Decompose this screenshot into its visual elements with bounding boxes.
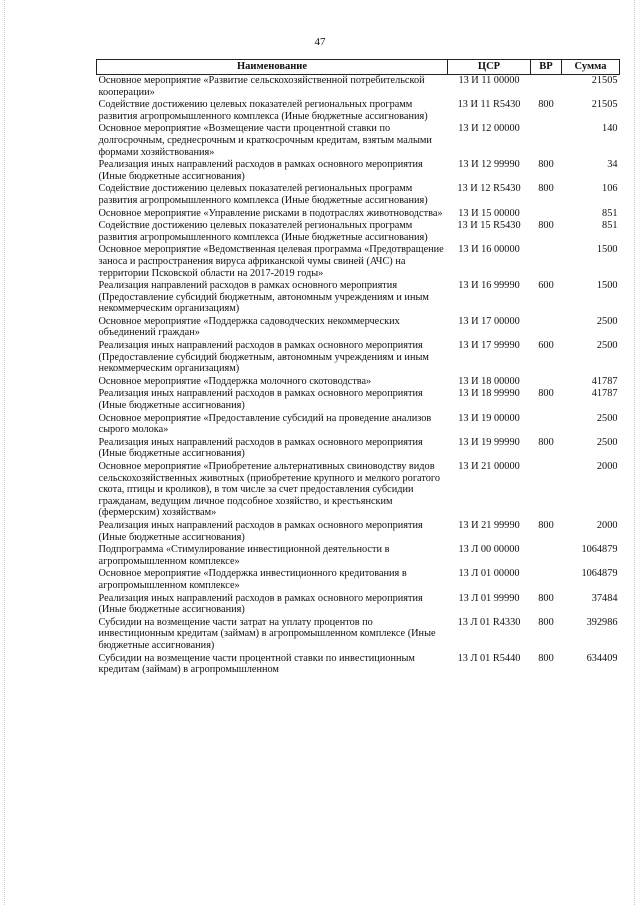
cell-name: Основное мероприятие «Управление рисками в подотраслях животноводства» [98, 207, 443, 219]
cell-name: Основное мероприятие «Предоставление субсидий на проведение анализов сырого молока» [98, 412, 432, 436]
cell-sum: 2000 [596, 519, 618, 531]
cell-name: Реализация иных направлений расходов в рамках основного мероприятия (Иные бюджетные ассигнования) [98, 159, 423, 182]
cell-sum: 2500 [596, 436, 618, 448]
cell-name: Реализация иных направлений расходов в рамках основного мероприятия (Иные бюджетные ассигнования) [98, 436, 423, 460]
cell-name: Основное мероприятие «Поддержка садоводческих некоммерческих объединений граждан» [98, 315, 400, 339]
cell-csr: 13 И 12 R5430 [457, 183, 521, 195]
cell-vr [531, 75, 562, 100]
cell-vr [531, 123, 562, 159]
table-row [97, 244, 620, 280]
cell-sum: 392986 [586, 616, 618, 628]
cell-name: Основное мероприятие «Приобретение альтернативных свиноводству видов сельскохозяйственных животных (приобретение крупного и мелкого рогатого скота, птицы и кроликов), в том числе за счет предоставления субсидии гражданам, ведущим личное подсобное хозяйство, и крестьянским (фермерским) хозяйствам» [98, 461, 440, 519]
cell-name: Основное мероприятие «Развитие сельскохозяйственной потребительской кооперации» [98, 75, 425, 98]
cell-sum: 41787 [591, 388, 618, 400]
table-row [97, 123, 620, 159]
cell-vr [531, 461, 562, 520]
table-row [97, 280, 620, 316]
cell-csr: 13 И 16 99990 [458, 280, 520, 292]
cell-csr: 13 И 12 00000 [458, 123, 520, 135]
cell-name: Содействие достижению целевых показателей региональных программ развития агропромышленного комплекса (Иные бюджетные ассигнования) [98, 220, 428, 243]
cell-sum: 106 [602, 183, 618, 195]
table-row [97, 413, 620, 437]
cell-sum: 1064879 [581, 544, 618, 556]
cell-name: Подпрограмма «Стимулирование инвестиционной деятельности в агропромышленном комплексе» [98, 544, 390, 567]
cell-csr: 13 И 11 00000 [458, 75, 520, 86]
cell-name: Реализация иных направлений расходов в рамках основного мероприятия (Иные бюджетные ассигнования) [98, 592, 423, 616]
cell-vr [531, 413, 562, 437]
cell-csr: 13 И 17 99990 [458, 340, 520, 352]
cell-name: Реализация направлений расходов в рамках основного мероприятия (Предоставление субсидий бюджетным, автономным учреждениям и иным некоммерческим организациям) [98, 280, 429, 315]
cell-sum: 34 [607, 159, 618, 171]
table-row [97, 159, 620, 183]
cell-sum: 851 [602, 207, 618, 219]
header-sum: Сумма [562, 60, 620, 75]
cell-name: Субсидии на возмещение части процентной ставки по инвестиционным кредитам (займам) в агропромышленном [98, 652, 415, 676]
cell-csr: 13 И 18 00000 [458, 375, 520, 387]
cell-vr [531, 244, 562, 280]
cell-csr: 13 И 12 99990 [458, 159, 520, 171]
cell-vr [531, 568, 562, 592]
cell-vr [531, 208, 562, 221]
cell-name: Реализация иных направлений расходов в рамках основного мероприятия (Иные бюджетные ассигнования) [98, 519, 423, 543]
cell-sum: 2500 [596, 340, 618, 352]
cell-sum: 2500 [596, 412, 618, 424]
cell-csr: 13 И 19 99990 [458, 436, 520, 448]
cell-csr: 13 И 18 99990 [458, 388, 520, 400]
cell-name: Содействие достижению целевых показателей региональных программ развития агропромышленного комплекса (Иные бюджетные ассигнования) [98, 183, 428, 206]
cell-vr: 600 [538, 340, 554, 352]
header-csr: ЦСР [448, 60, 531, 75]
cell-vr: 800 [538, 592, 554, 604]
cell-csr: 13 И 21 99990 [458, 519, 520, 531]
cell-sum: 41787 [591, 375, 618, 387]
cell-csr: 13 И 15 R5430 [457, 220, 521, 232]
cell-name: Основное мероприятие «Ведомственная целевая программа «Предотвращение заноса и распространения вируса африканской чумы свиней (АЧС) на территории Псковской области на 2017-2019 годы» [98, 244, 444, 279]
cell-sum: 2000 [596, 461, 618, 472]
cell-name: Основное мероприятие «Поддержка молочного скотоводства» [98, 375, 372, 387]
cell-sum: 1064879 [581, 568, 618, 580]
cell-vr: 800 [538, 652, 554, 664]
cell-name: Основное мероприятие «Возмещение части процентной ставки по долгосрочным, среднесрочным и краткосрочным кредитам, взятым малыми формами хозяйствования» [98, 123, 432, 158]
scan-edge-right [634, 0, 636, 905]
cell-name: Реализация иных направлений расходов в рамках основного мероприятия (Предоставление субсидий бюджетным, автономным учреждениям и иным некоммерческим организациям) [98, 340, 429, 375]
table-row [97, 316, 620, 340]
table-row [97, 388, 620, 412]
table-row [97, 593, 620, 617]
cell-name: Реализация иных направлений расходов в рамках основного мероприятия (Иные бюджетные ассигнования) [98, 388, 423, 412]
cell-csr: 13 Л 01 R5440 [457, 652, 521, 664]
scan-edge-left [4, 0, 6, 905]
cell-vr [531, 316, 562, 340]
cell-sum: 634409 [586, 652, 618, 664]
cell-vr: 600 [538, 280, 554, 292]
table-row [97, 340, 620, 376]
table-body [97, 75, 620, 677]
cell-sum: 37484 [591, 592, 618, 604]
budget-table [96, 59, 620, 677]
header-name: Наименование [97, 60, 448, 75]
cell-sum: 21505 [591, 75, 618, 86]
page-number: 47 [314, 36, 326, 48]
table-header-row [97, 60, 620, 75]
cell-vr [531, 544, 562, 568]
cell-sum: 1500 [596, 244, 618, 256]
cell-vr [531, 376, 562, 389]
header-vr: ВР [531, 60, 562, 75]
table-row [97, 376, 620, 389]
table-row [97, 568, 620, 592]
cell-name: Содействие достижению целевых показателей региональных программ развития агропромышленного комплекса (Иные бюджетные ассигнования) [98, 99, 428, 122]
table-row [97, 461, 620, 520]
cell-csr: 13 Л 01 R4330 [457, 616, 521, 628]
cell-csr: 13 И 17 00000 [458, 315, 520, 327]
cell-sum: 21505 [591, 99, 618, 111]
cell-sum: 140 [602, 123, 618, 135]
table-row [97, 220, 620, 244]
cell-sum: 851 [602, 220, 618, 232]
cell-csr: 13 И 16 00000 [458, 244, 520, 256]
table-row [97, 208, 620, 221]
table-row [97, 653, 620, 677]
cell-name: Субсидии на возмещение части затрат на уплату процентов по инвестиционным кредитам (займам) в агропромышленном комплексе (Иные бюджетные ассигнования) [98, 616, 436, 651]
table-row [97, 437, 620, 461]
cell-vr: 800 [538, 519, 554, 531]
table-row [97, 617, 620, 653]
cell-vr: 800 [538, 388, 554, 400]
cell-vr: 800 [538, 616, 554, 628]
cell-vr: 800 [538, 220, 554, 232]
cell-vr: 800 [538, 159, 554, 171]
cell-vr: 800 [538, 183, 554, 195]
cell-csr: 13 И 11 R5430 [457, 99, 521, 111]
table-row [97, 520, 620, 544]
cell-name: Основное мероприятие «Поддержка инвестиционного кредитования в агропромышленном комплексе» [98, 568, 407, 591]
table-row [97, 183, 620, 207]
cell-csr: 13 И 15 00000 [458, 207, 520, 219]
cell-csr: 13 Л 01 00000 [458, 568, 520, 580]
table-row [97, 544, 620, 568]
table-row [97, 99, 620, 123]
cell-csr: 13 И 21 00000 [458, 461, 520, 472]
cell-csr: 13 Л 01 99990 [458, 592, 520, 604]
cell-sum: 2500 [596, 315, 618, 327]
cell-sum: 1500 [596, 280, 618, 292]
cell-csr: 13 И 19 00000 [458, 412, 520, 424]
cell-csr: 13 Л 00 00000 [458, 544, 520, 556]
cell-vr: 800 [538, 99, 554, 111]
cell-vr: 800 [538, 436, 554, 448]
table-row [97, 75, 620, 100]
